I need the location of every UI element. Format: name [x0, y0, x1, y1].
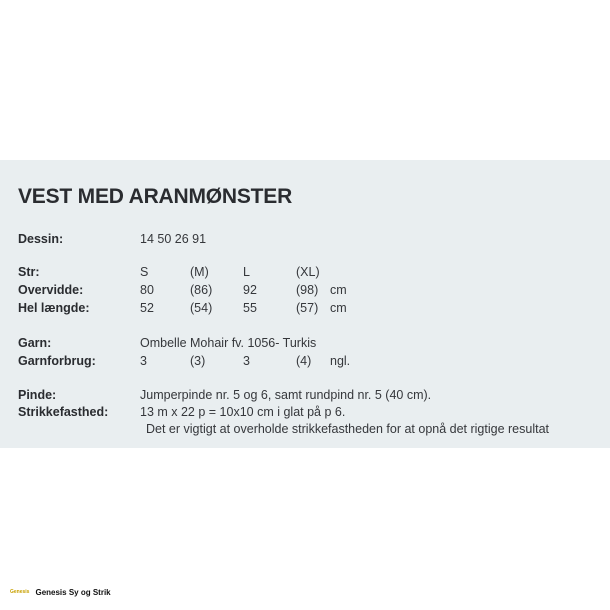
sizes-row: [0, 264, 610, 280]
hel-laengde-row: [0, 300, 610, 316]
overvidde-xl: (98): [296, 283, 319, 297]
garnforbrug-unit: ngl.: [330, 354, 351, 368]
pinde-label: Pinde:: [18, 388, 57, 402]
overvidde-label: Overvidde:: [18, 283, 84, 297]
size-m: (M): [190, 265, 209, 279]
dessin-label: Dessin:: [18, 232, 64, 246]
garn-value: Ombelle Mohair fv. 1056- Turkis: [140, 336, 317, 350]
strikkefasthed-label: Strikkefasthed:: [18, 405, 109, 419]
garnforbrug-xl: (4): [296, 354, 312, 368]
overvidde-m: (86): [190, 283, 213, 297]
garnforbrug-m: (3): [190, 354, 206, 368]
hel-laengde-m: (54): [190, 301, 213, 315]
hel-laengde-label: Hel længde:: [18, 301, 90, 315]
hel-laengde-unit: cm: [330, 301, 347, 315]
garn-label: Garn:: [18, 336, 52, 350]
overvidde-row: [0, 282, 610, 298]
hel-laengde-xl: (57): [296, 301, 319, 315]
sizes-label: Str:: [18, 265, 40, 279]
dessin-row: [0, 231, 610, 247]
dessin-value: 14 50 26 91: [140, 232, 207, 246]
pinde-value: Jumperpinde nr. 5 og 6, samt rundpind nr. 5 (40 cm).: [140, 388, 432, 402]
overvidde-unit: cm: [330, 283, 347, 297]
garnforbrug-s: 3: [140, 354, 147, 368]
strikkefasthed-value: 13 m x 22 p = 10x10 cm i glat på p 6.: [140, 405, 346, 419]
size-s: S: [140, 265, 149, 279]
hel-laengde-l: 55: [243, 301, 257, 315]
strikkefasthed-row: [0, 404, 610, 420]
pattern-title: VEST MED ARANMØNSTER: [18, 185, 293, 208]
hel-laengde-s: 52: [140, 301, 154, 315]
pinde-row: [0, 387, 610, 403]
garn-row: [0, 335, 610, 351]
footer-brand: [10, 586, 111, 598]
size-l: L: [243, 265, 250, 279]
brand-name: Genesis Sy og Strik: [35, 587, 111, 597]
genesis-logo: Genesis: [10, 589, 30, 595]
size-xl: (XL): [296, 265, 320, 279]
strikkefasthed-note: Det er vigtigt at overholde strikkefastheden for at opnå det rigtige resultat: [146, 422, 550, 436]
overvidde-s: 80: [140, 283, 154, 297]
garnforbrug-l: 3: [243, 354, 250, 368]
garnforbrug-label: Garnforbrug:: [18, 354, 96, 368]
overvidde-l: 92: [243, 283, 257, 297]
garnforbrug-row: [0, 353, 610, 369]
